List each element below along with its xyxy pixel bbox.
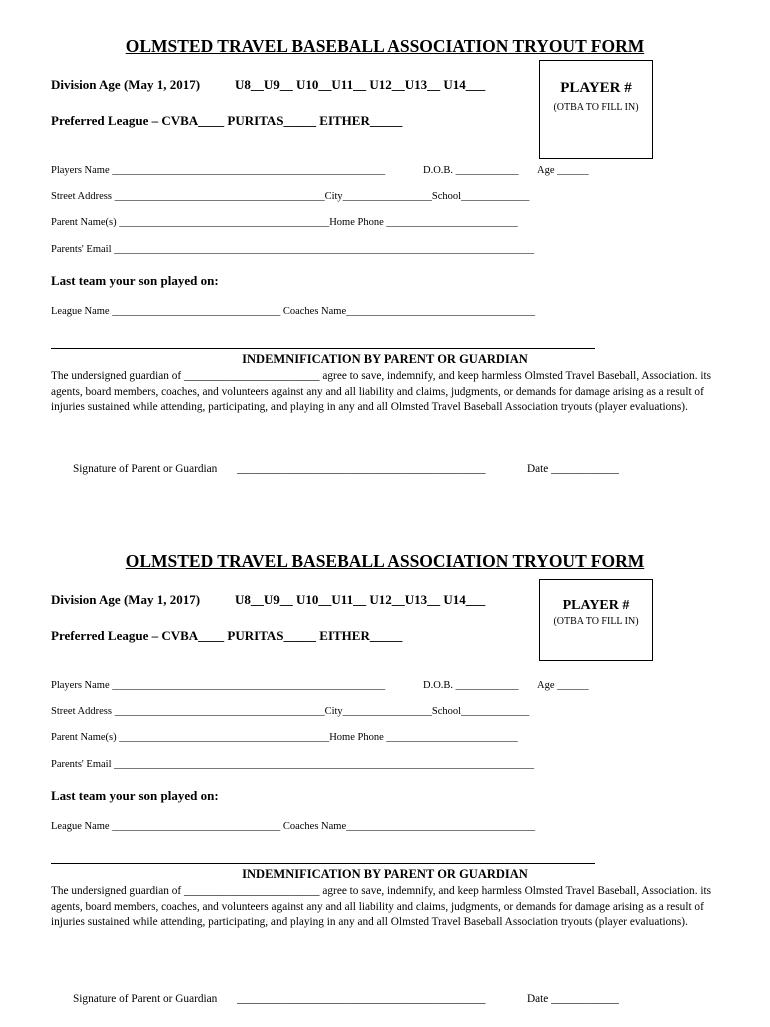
- parent-names-phone-field[interactable]: Parent Name(s) ________________________________________Home Phone _________________________: [51, 217, 518, 228]
- player-number-note: (OTBA TO FILL IN): [553, 616, 639, 627]
- player-number-box: [539, 579, 653, 661]
- parents-email-field[interactable]: Parents' Email ________________________________________________________________________________: [51, 244, 535, 255]
- parents-email-field[interactable]: Parents' Email ________________________________________________________________________________: [51, 759, 535, 770]
- indemnification-heading: INDEMNIFICATION BY PARENT OR GUARDIAN: [242, 867, 528, 881]
- signature-field[interactable]: ____________________________________________: [237, 993, 486, 1005]
- tryout-form-2: [0, 515, 770, 1027]
- player-number-label: PLAYER #: [560, 80, 632, 96]
- player-number-note: (OTBA TO FILL IN): [553, 102, 639, 113]
- date-field[interactable]: Date ____________: [527, 463, 619, 475]
- signature-label: Signature of Parent or Guardian: [73, 463, 218, 475]
- league-coach-field[interactable]: League Name ________________________________ Coaches Name____________________________________: [51, 821, 536, 832]
- preferred-league-line[interactable]: Preferred League – CVBA____ PURITAS_____ EITHER_____: [51, 628, 403, 643]
- dob-field[interactable]: D.O.B. ____________: [423, 680, 519, 691]
- street-city-school-field[interactable]: Street Address ________________________________________City_________________School_____________: [51, 191, 530, 202]
- divider-line: [51, 863, 595, 864]
- age-field[interactable]: Age ______: [537, 680, 589, 691]
- league-coach-field[interactable]: League Name ________________________________ Coaches Name____________________________________: [51, 306, 536, 317]
- dob-field[interactable]: D.O.B. ____________: [423, 165, 519, 176]
- indemnification-text: The undersigned guardian of ________________________ agree to save, indemnify, and keep harmless Olmsted Travel Baseball, Association. its agents, board members, coaches, and volunteers against any and all liability and claims, judgments, or demands for damage arising as a result of injuries sustained while attending, participating, and playing in any and all Olmsted Travel Baseball Association tryouts (player evaluations).: [51, 370, 712, 413]
- parent-names-phone-field[interactable]: Parent Name(s) ________________________________________Home Phone _________________________: [51, 732, 518, 743]
- form-title: OLMSTED TRAVEL BASEBALL ASSOCIATION TRYOUT FORM: [125, 551, 645, 571]
- division-age-options[interactable]: U8__U9__ U10__U11__ U12__U13__ U14___: [235, 592, 486, 607]
- players-name-field[interactable]: Players Name ____________________________________________________: [51, 165, 386, 176]
- indemnification-heading: INDEMNIFICATION BY PARENT OR GUARDIAN: [242, 352, 528, 366]
- street-city-school-field[interactable]: Street Address ________________________________________City_________________School_____________: [51, 706, 530, 717]
- signature-label: Signature of Parent or Guardian: [73, 993, 218, 1005]
- division-age-label: Division Age (May 1, 2017): [51, 77, 201, 92]
- player-number-box: [539, 60, 653, 159]
- division-age-options[interactable]: U8__U9__ U10__U11__ U12__U13__ U14___: [235, 77, 486, 92]
- date-field[interactable]: Date ____________: [527, 993, 619, 1005]
- indemnification-text: The undersigned guardian of ________________________ agree to save, indemnify, and keep harmless Olmsted Travel Baseball, Association. its agents, board members, coaches, and volunteers against any and all liability and claims, judgments, or demands for damage arising as a result of injuries sustained while attending, participating, and playing in any and all Olmsted Travel Baseball Association tryouts (player evaluations).: [51, 885, 712, 928]
- division-age-label: Division Age (May 1, 2017): [51, 592, 201, 607]
- signature-field[interactable]: ____________________________________________: [237, 463, 486, 475]
- last-team-heading: Last team your son played on:: [51, 273, 219, 288]
- player-number-label: PLAYER #: [562, 598, 630, 613]
- divider-line: [51, 348, 595, 349]
- preferred-league-line[interactable]: Preferred League – CVBA____ PURITAS_____ EITHER_____: [51, 113, 403, 128]
- form-title: OLMSTED TRAVEL BASEBALL ASSOCIATION TRYOUT FORM: [125, 36, 645, 56]
- last-team-heading: Last team your son played on:: [51, 788, 219, 803]
- age-field[interactable]: Age ______: [537, 165, 589, 176]
- tryout-form-1: [0, 0, 770, 512]
- players-name-field[interactable]: Players Name ____________________________________________________: [51, 680, 386, 691]
